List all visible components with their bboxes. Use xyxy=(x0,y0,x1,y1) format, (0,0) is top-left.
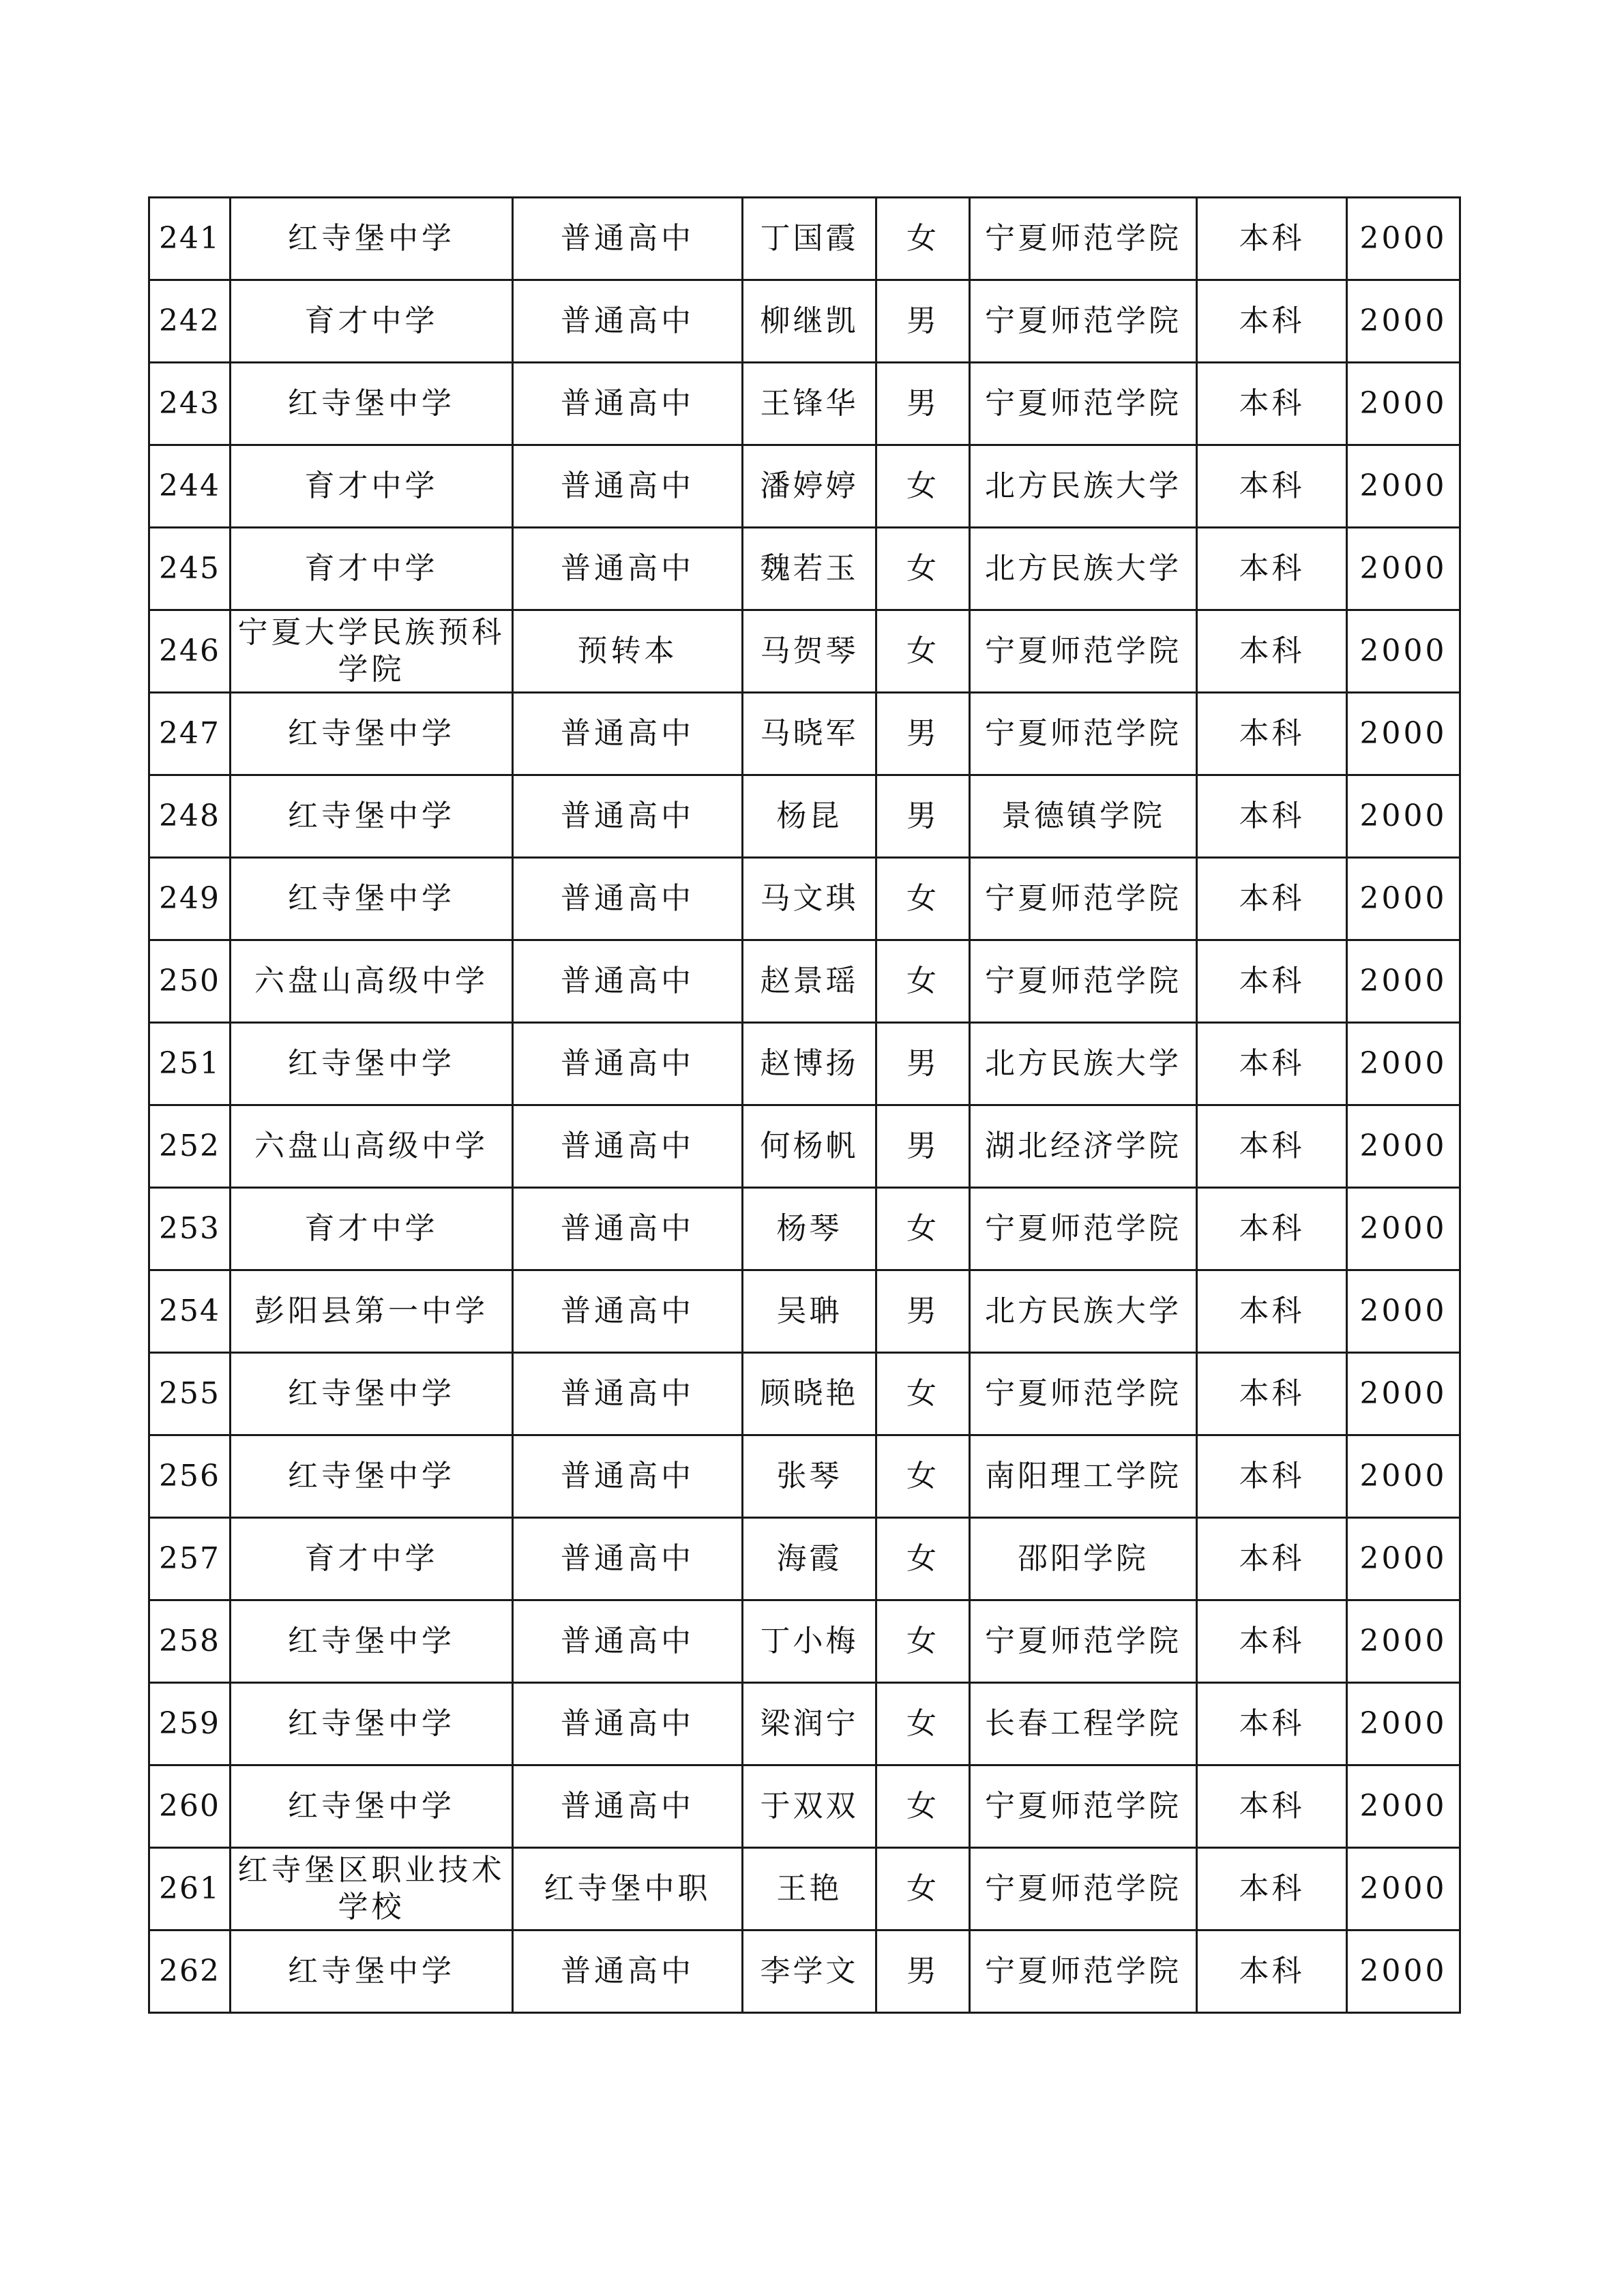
school-type-cell: 红寺堡中职 xyxy=(513,1848,743,1930)
student-name-cell: 李学文 xyxy=(743,1930,876,2013)
roster-body xyxy=(149,198,1460,2013)
degree-level-cell: 本科 xyxy=(1197,1765,1347,1848)
gender-cell: 男 xyxy=(876,1023,970,1105)
university-cell: 宁夏师范学院 xyxy=(970,1600,1197,1683)
student-name-cell: 丁小梅 xyxy=(743,1600,876,1683)
student-name-cell: 马文琪 xyxy=(743,858,876,940)
amount-cell: 2000 xyxy=(1347,1600,1460,1683)
gender-cell: 女 xyxy=(876,1765,970,1848)
student-name-cell: 何杨帆 xyxy=(743,1105,876,1188)
school-cell: 育才中学 xyxy=(231,1518,513,1600)
university-cell: 宁夏师范学院 xyxy=(970,1353,1197,1435)
gender-cell: 男 xyxy=(876,363,970,445)
student-name-cell: 王锋华 xyxy=(743,363,876,445)
degree-level-cell: 本科 xyxy=(1197,445,1347,528)
university-cell: 宁夏师范学院 xyxy=(970,1930,1197,2013)
amount-cell: 2000 xyxy=(1347,198,1460,280)
row-number-cell: 256 xyxy=(149,1435,231,1518)
school-type-cell: 普通高中 xyxy=(513,445,743,528)
row-number-cell: 242 xyxy=(149,280,231,363)
school-cell: 红寺堡中学 xyxy=(231,1435,513,1518)
university-cell: 宁夏师范学院 xyxy=(970,858,1197,940)
gender-cell: 男 xyxy=(876,1930,970,2013)
school-type-cell: 普通高中 xyxy=(513,528,743,610)
student-name-cell: 魏若玉 xyxy=(743,528,876,610)
gender-cell: 男 xyxy=(876,693,970,775)
degree-level-cell: 本科 xyxy=(1197,1848,1347,1930)
university-cell: 宁夏师范学院 xyxy=(970,1188,1197,1270)
university-cell: 湖北经济学院 xyxy=(970,1105,1197,1188)
gender-cell: 女 xyxy=(876,445,970,528)
gender-cell: 男 xyxy=(876,1270,970,1353)
row-number-cell: 247 xyxy=(149,693,231,775)
university-cell: 景德镇学院 xyxy=(970,775,1197,858)
student-name-cell: 吴聃 xyxy=(743,1270,876,1353)
table-row xyxy=(149,1683,1460,1765)
gender-cell: 女 xyxy=(876,610,970,693)
gender-cell: 男 xyxy=(876,775,970,858)
school-type-cell: 普通高中 xyxy=(513,1270,743,1353)
school-type-cell: 普通高中 xyxy=(513,1353,743,1435)
school-type-cell: 普通高中 xyxy=(513,280,743,363)
student-name-cell: 杨琴 xyxy=(743,1188,876,1270)
document-page xyxy=(148,196,1459,2014)
degree-level-cell: 本科 xyxy=(1197,1188,1347,1270)
school-cell: 红寺堡中学 xyxy=(231,775,513,858)
university-cell: 宁夏师范学院 xyxy=(970,610,1197,693)
row-number-cell: 244 xyxy=(149,445,231,528)
table-row xyxy=(149,858,1460,940)
student-name-cell: 马贺琴 xyxy=(743,610,876,693)
degree-level-cell: 本科 xyxy=(1197,858,1347,940)
university-cell: 宁夏师范学院 xyxy=(970,940,1197,1023)
student-name-cell: 柳继凯 xyxy=(743,280,876,363)
school-cell: 宁夏大学民族预科学院 xyxy=(231,610,513,693)
student-name-cell: 潘婷婷 xyxy=(743,445,876,528)
school-cell: 育才中学 xyxy=(231,1188,513,1270)
university-cell: 北方民族大学 xyxy=(970,1270,1197,1353)
table-row xyxy=(149,1518,1460,1600)
student-roster-table xyxy=(148,196,1461,2014)
university-cell: 宁夏师范学院 xyxy=(970,693,1197,775)
table-row xyxy=(149,1435,1460,1518)
row-number-cell: 251 xyxy=(149,1023,231,1105)
amount-cell: 2000 xyxy=(1347,858,1460,940)
school-type-cell: 普通高中 xyxy=(513,940,743,1023)
row-number-cell: 257 xyxy=(149,1518,231,1600)
row-number-cell: 262 xyxy=(149,1930,231,2013)
amount-cell: 2000 xyxy=(1347,528,1460,610)
student-name-cell: 海霞 xyxy=(743,1518,876,1600)
row-number-cell: 261 xyxy=(149,1848,231,1930)
amount-cell: 2000 xyxy=(1347,1518,1460,1600)
university-cell: 宁夏师范学院 xyxy=(970,363,1197,445)
student-name-cell: 梁润宁 xyxy=(743,1683,876,1765)
university-cell: 长春工程学院 xyxy=(970,1683,1197,1765)
row-number-cell: 258 xyxy=(149,1600,231,1683)
gender-cell: 女 xyxy=(876,1353,970,1435)
school-cell: 红寺堡中学 xyxy=(231,1023,513,1105)
degree-level-cell: 本科 xyxy=(1197,1353,1347,1435)
degree-level-cell: 本科 xyxy=(1197,775,1347,858)
row-number-cell: 252 xyxy=(149,1105,231,1188)
amount-cell: 2000 xyxy=(1347,1683,1460,1765)
student-name-cell: 于双双 xyxy=(743,1765,876,1848)
school-type-cell: 预转本 xyxy=(513,610,743,693)
table-row xyxy=(149,1270,1460,1353)
degree-level-cell: 本科 xyxy=(1197,280,1347,363)
school-cell: 六盘山高级中学 xyxy=(231,940,513,1023)
amount-cell: 2000 xyxy=(1347,1930,1460,2013)
degree-level-cell: 本科 xyxy=(1197,363,1347,445)
degree-level-cell: 本科 xyxy=(1197,1105,1347,1188)
row-number-cell: 250 xyxy=(149,940,231,1023)
amount-cell: 2000 xyxy=(1347,1765,1460,1848)
school-type-cell: 普通高中 xyxy=(513,693,743,775)
gender-cell: 女 xyxy=(876,858,970,940)
amount-cell: 2000 xyxy=(1347,1188,1460,1270)
university-cell: 北方民族大学 xyxy=(970,528,1197,610)
row-number-cell: 254 xyxy=(149,1270,231,1353)
school-type-cell: 普通高中 xyxy=(513,1930,743,2013)
table-row xyxy=(149,1930,1460,2013)
school-cell: 育才中学 xyxy=(231,445,513,528)
student-name-cell: 王艳 xyxy=(743,1848,876,1930)
degree-level-cell: 本科 xyxy=(1197,610,1347,693)
table-row xyxy=(149,775,1460,858)
degree-level-cell: 本科 xyxy=(1197,528,1347,610)
amount-cell: 2000 xyxy=(1347,280,1460,363)
row-number-cell: 259 xyxy=(149,1683,231,1765)
degree-level-cell: 本科 xyxy=(1197,1435,1347,1518)
school-cell: 红寺堡中学 xyxy=(231,363,513,445)
amount-cell: 2000 xyxy=(1347,1023,1460,1105)
amount-cell: 2000 xyxy=(1347,1270,1460,1353)
row-number-cell: 245 xyxy=(149,528,231,610)
gender-cell: 女 xyxy=(876,940,970,1023)
gender-cell: 女 xyxy=(876,1848,970,1930)
school-type-cell: 普通高中 xyxy=(513,775,743,858)
school-cell: 红寺堡区职业技术学校 xyxy=(231,1848,513,1930)
degree-level-cell: 本科 xyxy=(1197,693,1347,775)
school-type-cell: 普通高中 xyxy=(513,198,743,280)
gender-cell: 男 xyxy=(876,280,970,363)
university-cell: 宁夏师范学院 xyxy=(970,280,1197,363)
student-name-cell: 杨昆 xyxy=(743,775,876,858)
school-type-cell: 普通高中 xyxy=(513,858,743,940)
amount-cell: 2000 xyxy=(1347,775,1460,858)
degree-level-cell: 本科 xyxy=(1197,1600,1347,1683)
table-row xyxy=(149,1188,1460,1270)
student-name-cell: 顾晓艳 xyxy=(743,1353,876,1435)
amount-cell: 2000 xyxy=(1347,363,1460,445)
university-cell: 宁夏师范学院 xyxy=(970,1848,1197,1930)
school-cell: 红寺堡中学 xyxy=(231,858,513,940)
degree-level-cell: 本科 xyxy=(1197,198,1347,280)
table-row xyxy=(149,280,1460,363)
school-type-cell: 普通高中 xyxy=(513,1105,743,1188)
gender-cell: 女 xyxy=(876,1683,970,1765)
gender-cell: 女 xyxy=(876,528,970,610)
school-type-cell: 普通高中 xyxy=(513,1683,743,1765)
row-number-cell: 246 xyxy=(149,610,231,693)
amount-cell: 2000 xyxy=(1347,610,1460,693)
table-row xyxy=(149,363,1460,445)
table-row xyxy=(149,445,1460,528)
degree-level-cell: 本科 xyxy=(1197,1930,1347,2013)
degree-level-cell: 本科 xyxy=(1197,1270,1347,1353)
amount-cell: 2000 xyxy=(1347,940,1460,1023)
gender-cell: 女 xyxy=(876,1435,970,1518)
table-row xyxy=(149,1765,1460,1848)
school-type-cell: 普通高中 xyxy=(513,1023,743,1105)
university-cell: 南阳理工学院 xyxy=(970,1435,1197,1518)
school-type-cell: 普通高中 xyxy=(513,1600,743,1683)
university-cell: 邵阳学院 xyxy=(970,1518,1197,1600)
university-cell: 宁夏师范学院 xyxy=(970,1765,1197,1848)
student-name-cell: 马晓军 xyxy=(743,693,876,775)
table-row xyxy=(149,198,1460,280)
row-number-cell: 255 xyxy=(149,1353,231,1435)
school-cell: 红寺堡中学 xyxy=(231,1683,513,1765)
amount-cell: 2000 xyxy=(1347,1435,1460,1518)
school-cell: 红寺堡中学 xyxy=(231,1765,513,1848)
amount-cell: 2000 xyxy=(1347,445,1460,528)
row-number-cell: 260 xyxy=(149,1765,231,1848)
school-type-cell: 普通高中 xyxy=(513,1518,743,1600)
student-name-cell: 赵博扬 xyxy=(743,1023,876,1105)
gender-cell: 女 xyxy=(876,1518,970,1600)
table-row xyxy=(149,528,1460,610)
school-cell: 育才中学 xyxy=(231,528,513,610)
table-row xyxy=(149,1600,1460,1683)
table-row xyxy=(149,1023,1460,1105)
row-number-cell: 248 xyxy=(149,775,231,858)
gender-cell: 女 xyxy=(876,1600,970,1683)
table-row xyxy=(149,1353,1460,1435)
university-cell: 北方民族大学 xyxy=(970,1023,1197,1105)
school-cell: 红寺堡中学 xyxy=(231,1600,513,1683)
school-type-cell: 普通高中 xyxy=(513,363,743,445)
school-type-cell: 普通高中 xyxy=(513,1435,743,1518)
university-cell: 宁夏师范学院 xyxy=(970,198,1197,280)
amount-cell: 2000 xyxy=(1347,1848,1460,1930)
row-number-cell: 241 xyxy=(149,198,231,280)
table-row xyxy=(149,940,1460,1023)
gender-cell: 女 xyxy=(876,1188,970,1270)
row-number-cell: 253 xyxy=(149,1188,231,1270)
degree-level-cell: 本科 xyxy=(1197,1518,1347,1600)
amount-cell: 2000 xyxy=(1347,1353,1460,1435)
row-number-cell: 249 xyxy=(149,858,231,940)
student-name-cell: 赵景瑶 xyxy=(743,940,876,1023)
school-type-cell: 普通高中 xyxy=(513,1188,743,1270)
university-cell: 北方民族大学 xyxy=(970,445,1197,528)
degree-level-cell: 本科 xyxy=(1197,1683,1347,1765)
school-cell: 六盘山高级中学 xyxy=(231,1105,513,1188)
school-cell: 红寺堡中学 xyxy=(231,1930,513,2013)
student-name-cell: 丁国霞 xyxy=(743,198,876,280)
amount-cell: 2000 xyxy=(1347,1105,1460,1188)
school-cell: 彭阳县第一中学 xyxy=(231,1270,513,1353)
amount-cell: 2000 xyxy=(1347,693,1460,775)
school-cell: 红寺堡中学 xyxy=(231,1353,513,1435)
student-name-cell: 张琴 xyxy=(743,1435,876,1518)
gender-cell: 男 xyxy=(876,1105,970,1188)
gender-cell: 女 xyxy=(876,198,970,280)
row-number-cell: 243 xyxy=(149,363,231,445)
degree-level-cell: 本科 xyxy=(1197,940,1347,1023)
table-row xyxy=(149,1848,1460,1930)
table-row xyxy=(149,693,1460,775)
school-cell: 红寺堡中学 xyxy=(231,693,513,775)
school-cell: 红寺堡中学 xyxy=(231,198,513,280)
table-row xyxy=(149,1105,1460,1188)
school-type-cell: 普通高中 xyxy=(513,1765,743,1848)
degree-level-cell: 本科 xyxy=(1197,1023,1347,1105)
school-cell: 育才中学 xyxy=(231,280,513,363)
table-row xyxy=(149,610,1460,693)
